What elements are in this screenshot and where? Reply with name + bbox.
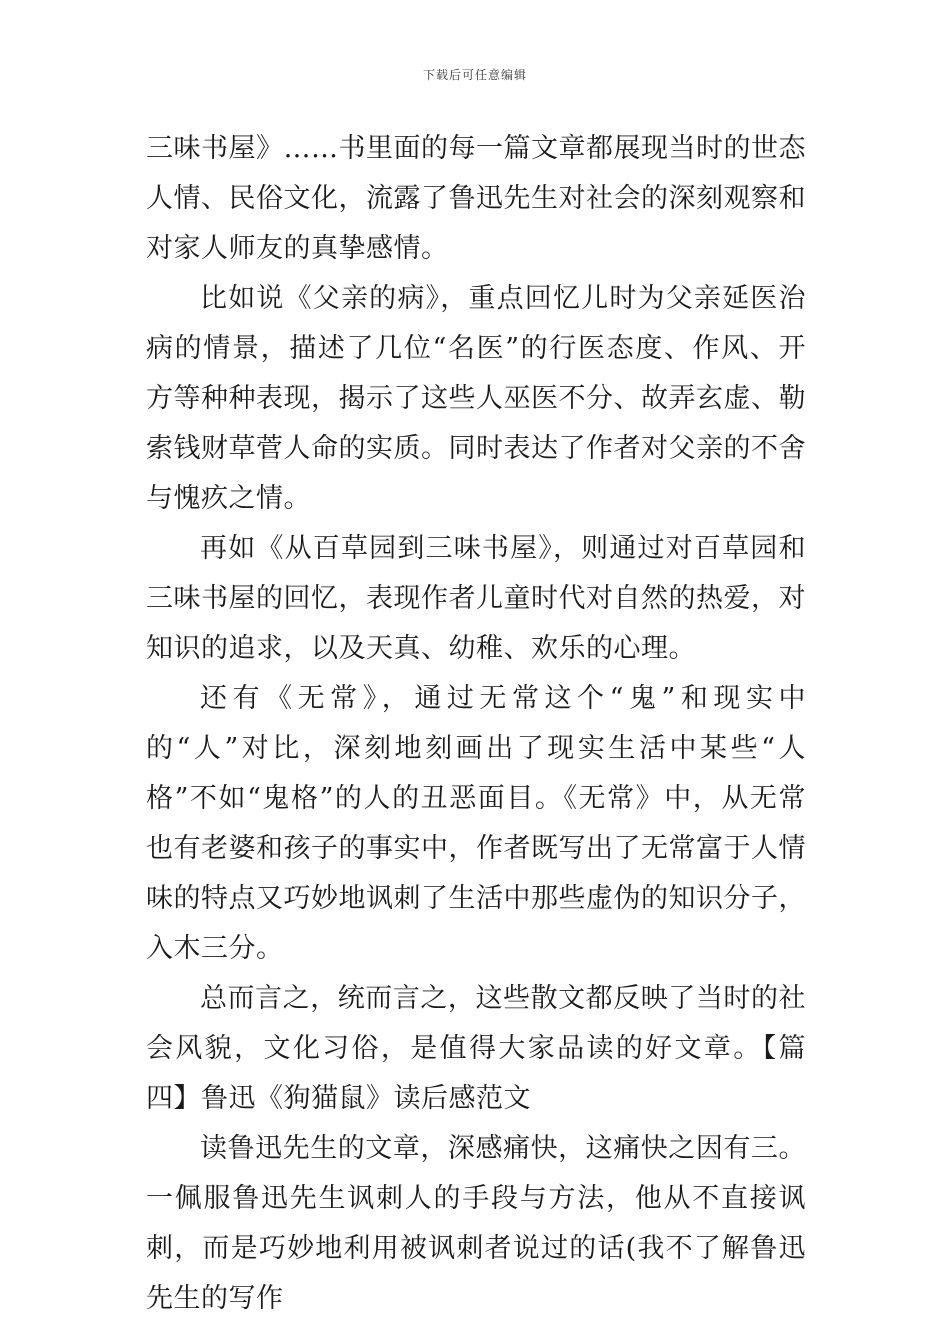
- paragraph-2: 比如说《父亲的病》，重点回忆儿时为父亲延医治病的情景，描述了几位“名医”的行医态度、作风、开方等种种表现，揭示了这些人巫医不分、故弄玄虚、勒索钱财草菅人命的实质。同时表达了作者对父亲的不舍与愧疚之情。: [146, 283, 806, 514]
- page-header-note: 下载后可任意编辑: [422, 68, 527, 82]
- paragraph-5: 总而言之，统而言之，这些散文都反映了当时的社会风貌，文化习俗，是值得大家品读的好文章。【篇四】鲁迅《狗猫鼠》读后感范文: [146, 983, 806, 1114]
- document-body: [146, 124, 806, 1324]
- paragraph-1: 三味书屋》……书里面的每一篇文章都展现当时的世态人情、民俗文化，流露了鲁迅先生对社会的深刻观察和对家人师友的真挚感情。: [146, 133, 806, 264]
- paragraph-3: 再如《从百草园到三味书屋》，则通过对百草园和三味书屋的回忆，表现作者儿童时代对自然的热爱，对知识的追求，以及天真、幼稚、欢乐的心理。: [146, 533, 806, 664]
- paragraph-6: 读鲁迅先生的文章，深感痛快，这痛快之因有三。一佩服鲁迅先生讽刺人的手段与方法，他从不直接讽刺，而是巧妙地利用被讽刺者说过的话(我不了解鲁迅先生的写作: [146, 1133, 806, 1314]
- paragraph-4: 还有《无常》，通过无常这个“鬼”和现实中的“人”对比，深刻地刻画出了现实生活中某些“人格”不如“鬼格”的人的丑恶面目。《无常》中，从无常也有老婆和孩子的事实中，作者既写出了无常富于人情味的特点又巧妙地讽刺了生活中那些虚伪的知识分子，入木三分。: [146, 683, 806, 964]
